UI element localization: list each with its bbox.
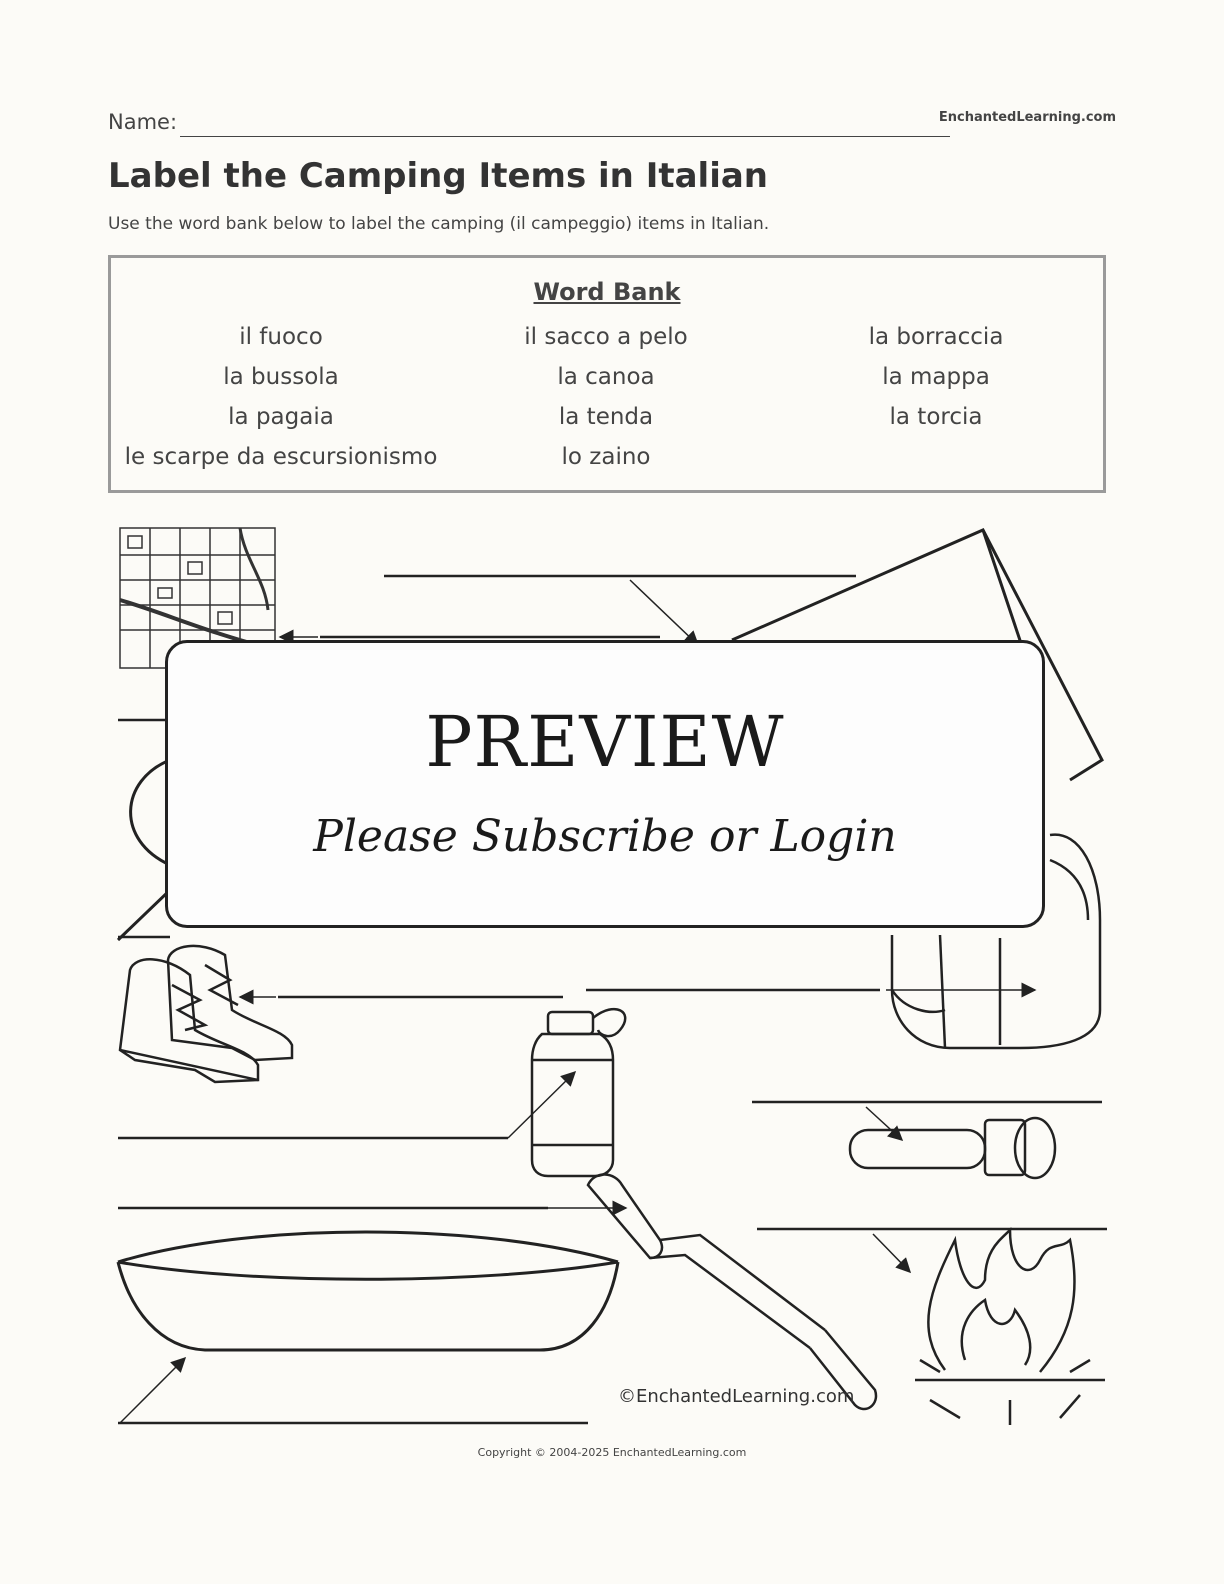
campfire-icon (915, 1230, 1105, 1425)
word-item: la pagaia (228, 404, 334, 430)
name-label: Name: (108, 110, 178, 134)
word-item: la canoa (557, 364, 655, 390)
word-item: la mappa (882, 364, 990, 390)
copyright-footer: Copyright © 2004-2025 EnchantedLearning.com (477, 1446, 747, 1459)
pointer-arrow (630, 580, 698, 645)
preview-title: PREVIEW (425, 701, 785, 783)
word-bank-title: Word Bank (533, 278, 681, 306)
instructions: Use the word bank below to label the camping (il campeggio) items in Italian. (108, 214, 770, 234)
pointer-arrow (866, 1107, 902, 1140)
sleeping-bag-icon (118, 760, 170, 940)
pointer-arrow (508, 1072, 575, 1138)
word-item: le scarpe da escursionismo (124, 444, 438, 470)
word-item: la torcia (889, 404, 983, 430)
word-item: lo zaino (561, 444, 651, 470)
preview-subtitle[interactable]: Please Subscribe or Login (313, 811, 897, 862)
water-bottle-icon (532, 1009, 625, 1176)
hiking-boots-icon (120, 946, 292, 1082)
page-title: Label the Camping Items in Italian (108, 156, 769, 196)
pointer-arrow (873, 1234, 910, 1272)
paddle-icon (588, 1174, 876, 1409)
word-item: la tenda (558, 404, 654, 430)
flashlight-icon (850, 1118, 1055, 1178)
word-item: il sacco a pelo (524, 324, 688, 350)
pointer-arrow (120, 1358, 185, 1423)
canoe-icon (118, 1232, 618, 1350)
site-logo[interactable]: EnchantedLearning.com (938, 110, 1116, 125)
word-item: la borraccia (868, 324, 1004, 350)
word-item: il fuoco (239, 324, 323, 350)
word-item: la bussola (223, 364, 339, 390)
image-credit: ©EnchantedLearning.com (618, 1386, 855, 1407)
preview-overlay[interactable] (165, 640, 1045, 928)
